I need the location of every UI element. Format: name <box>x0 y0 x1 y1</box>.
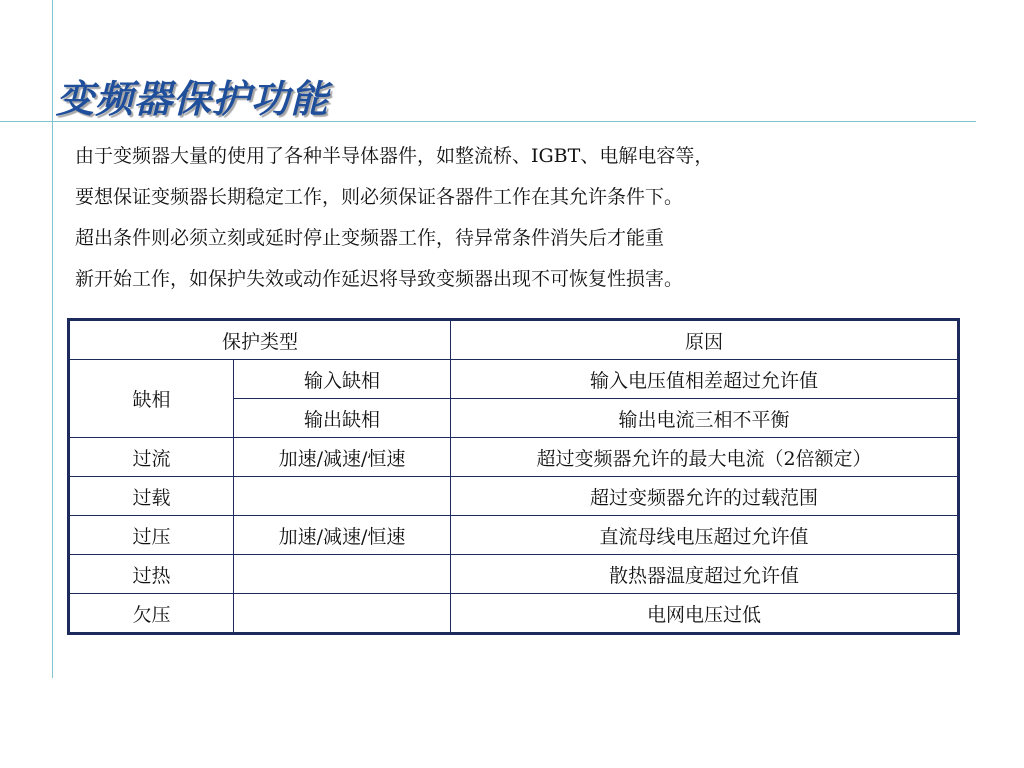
intro-line: 新开始工作，如保护失效或动作延迟将导致变频器出现不可恢复性损害。 <box>75 268 684 290</box>
cell-subtype <box>234 555 451 594</box>
table-row <box>69 594 959 634</box>
page-title: 变频器保护功能 <box>56 77 330 121</box>
intro-paragraph <box>75 136 975 300</box>
cell-subtype: 输出缺相 <box>234 399 451 438</box>
cell-subtype: 加速/减速/恒速 <box>234 438 451 477</box>
cell-cause: 散热器温度超过允许值 <box>451 555 959 594</box>
cell-type: 过载 <box>69 477 234 516</box>
cell-type: 缺相 <box>69 360 234 438</box>
cell-cause: 输出电流三相不平衡 <box>451 399 959 438</box>
table-row <box>69 360 959 399</box>
table-header-row <box>69 320 959 360</box>
cell-cause: 直流母线电压超过允许值 <box>451 516 959 555</box>
intro-line: 由于变频器大量的使用了各种半导体器件，如整流桥、IGBT、电解电容等， <box>75 145 714 167</box>
table-row <box>69 438 959 477</box>
cell-cause: 电网电压过低 <box>451 594 959 634</box>
cell-cause: 超过变频器允许的过载范围 <box>451 477 959 516</box>
table-row <box>69 555 959 594</box>
vertical-rule <box>52 0 53 678</box>
cell-subtype <box>234 477 451 516</box>
intro-line: 要想保证变频器长期稳定工作，则必须保证各器件工作在其允许条件下。 <box>75 186 684 208</box>
cell-cause: 输入电压值相差超过允许值 <box>451 360 959 399</box>
cell-type: 过热 <box>69 555 234 594</box>
cell-subtype: 输入缺相 <box>234 360 451 399</box>
cell-type: 过流 <box>69 438 234 477</box>
cell-subtype <box>234 594 451 634</box>
intro-line: 超出条件则必须立刻或延时停止变频器工作，待异常条件消失后才能重 <box>75 227 665 249</box>
header-cause: 原因 <box>451 320 959 360</box>
table-row <box>69 516 959 555</box>
cell-type: 欠压 <box>69 594 234 634</box>
cell-type: 过压 <box>69 516 234 555</box>
header-protection-type: 保护类型 <box>69 320 451 360</box>
cell-subtype: 加速/减速/恒速 <box>234 516 451 555</box>
table-row <box>69 477 959 516</box>
protection-table <box>67 318 960 635</box>
cell-cause: 超过变频器允许的最大电流（2倍额定） <box>451 438 959 477</box>
